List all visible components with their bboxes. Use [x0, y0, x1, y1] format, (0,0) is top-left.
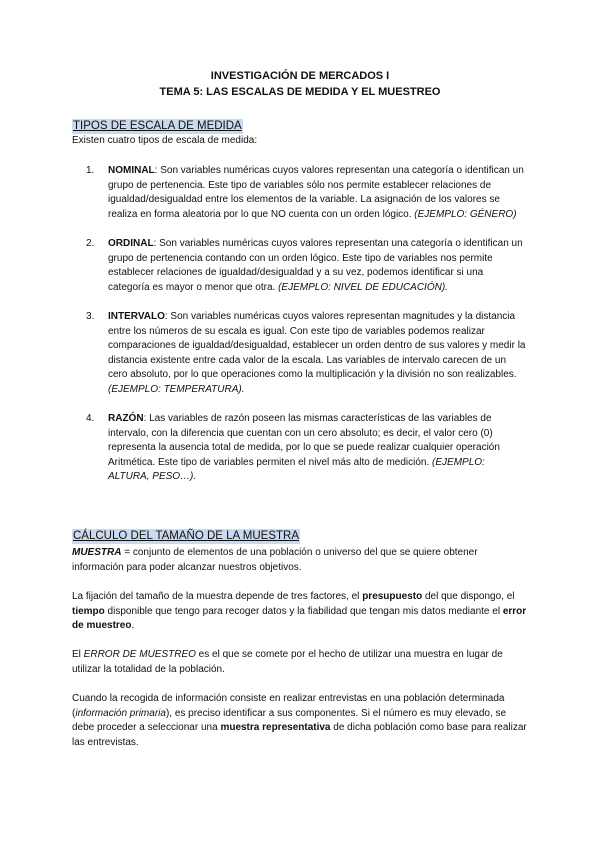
scale-description: : Son variables numéricas cuyos valores representan magnitudes y la distancia entre los números de su escala es igual. Con este tipo de variables podemos realizar comparaciones de igualdad/desigualdad, establecer un orden dentro de sus valores y medir la distancia existente entre cada valor de la escala. Las variables de intervalo carecen de un cero absoluto, por lo que operaciones como la multiplicación y la división no son realizables.	[108, 310, 526, 381]
list-item-nominal	[86, 164, 526, 222]
paragraph-muestra-definition: MUESTRA = conjunto de elementos de una población o universo del que se quiere obtener información para poder alcanzar nuestros objetivos.	[72, 547, 478, 573]
course-title: INVESTIGACIÓN DE MERCADOS I	[210, 70, 390, 82]
scale-description: : Son variables numéricas cuyos valores representan una categoría o identifican un grupo de pertenencia. Este tipo de variables sólo nos permite establecer relaciones de igualdad/desigualdad entre los elementos de la variable. La asignación de los valores se realiza en forma aleatoria por lo que NO cuenta con un orden lógico.	[108, 165, 524, 220]
document-title	[0, 68, 600, 100]
scale-example: (EJEMPLO: NIVEL DE EDUCACIÓN).	[278, 281, 448, 293]
list-number: 4.	[86, 413, 95, 425]
scale-example: (EJEMPLO: TEMPERATURA).	[108, 383, 245, 395]
scale-types-list	[86, 164, 526, 500]
paragraph-data-collection: Cuando la recogida de información consiste en realizar entrevistas en una población determinada (información primaria), es preciso identificar a sus componentes. Si el número es muy elevado, se debe proceder a seleccionar una muestra representativa de dicha población como base para realizar las entrevistas.	[72, 693, 527, 748]
list-number: 1.	[86, 165, 95, 176]
scale-term: INTERVALO	[108, 310, 165, 322]
section-heading-sample-size: CÁLCULO DEL TAMAÑO DE LA MUESTRA	[73, 530, 300, 542]
muestra-term: MUESTRA	[72, 547, 122, 558]
scale-example: (EJEMPLO: GÉNERO)	[414, 208, 517, 220]
scale-description: : Son variables numéricas cuyos valores representan una categoría o identifican un grupo de pertenencia contando con un orden lógico. Este tipo de variables nos permite establecer relaciones de igualdad/desigualdad y a su vez, podemos identificar si una categoría es mayor o menor que otra.	[108, 237, 523, 293]
list-item-razon	[86, 412, 526, 485]
scale-term: NOMINAL	[108, 165, 155, 176]
scale-term: ORDINAL	[108, 237, 154, 249]
list-item-ordinal	[86, 237, 526, 295]
list-number: 2.	[86, 237, 95, 249]
scales-intro: Existen cuatro tipos de escala de medida:	[72, 135, 258, 146]
list-number: 3.	[86, 310, 95, 322]
scale-example: (EJEMPLO: ALTURA, PESO…).	[108, 456, 485, 483]
paragraph-sampling-error: El ERROR DE MUESTREO es el que se comete por el hecho de utilizar una muestra en lugar de utilizar la totalidad de la población.	[72, 649, 503, 675]
scale-term: RAZÓN	[108, 413, 144, 425]
section-heading-scales: TIPOS DE ESCALA DE MEDIDA	[73, 120, 242, 132]
paragraph-sample-factors: La fijación del tamaño de la muestra depende de tres factores, el presupuesto del que dispongo, el tiempo disponible que tengo para recoger datos y la fiabilidad que tengan mis datos mediante el error de muestreo.	[72, 591, 527, 632]
scale-description: : Las variables de razón poseen las mismas características de las variables de intervalo, con la diferencia que cuentan con un cero absoluto; es decir, el valor cero (0) representa la ausencia total de medida, por lo que se puede realizar cualquier operación Aritmética. Este tipo de variables permiten el nivel más alto de medición.	[108, 413, 500, 468]
topic-title: TEMA 5: LAS ESCALAS DE MEDIDA Y EL MUESTREO	[159, 86, 441, 98]
list-item-intervalo	[86, 310, 526, 398]
